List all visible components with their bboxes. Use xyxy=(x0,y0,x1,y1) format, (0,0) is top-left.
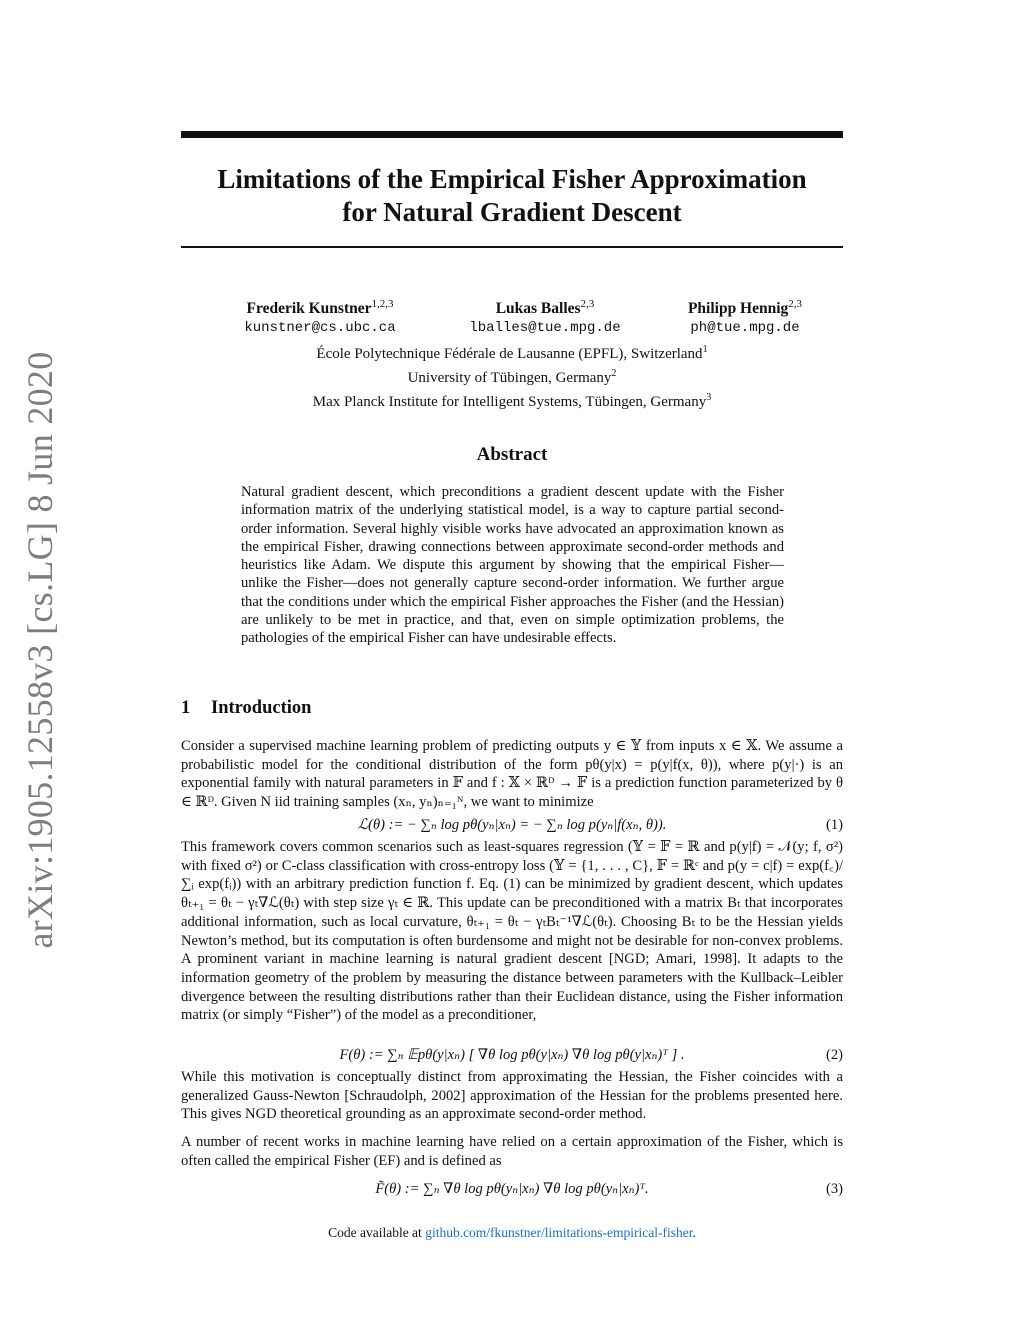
author-3 xyxy=(650,294,840,337)
equation-expression: F̃(θ) := ∑ₙ ∇θ log pθ(yₙ|xₙ) ∇θ log pθ(yₙ|xₙ)ᵀ. xyxy=(375,1181,649,1197)
author-email[interactable]: kunstner@cs.ubc.ca xyxy=(244,320,396,337)
equation-number: (2) xyxy=(825,1047,843,1063)
abstract-heading: Abstract xyxy=(476,444,548,465)
affiliations xyxy=(181,340,843,412)
affiliation-marks: 2,3 xyxy=(580,298,595,310)
abstract-text: Natural gradient descent, which preconditions a gradient descent update with the Fisher information matrix of the underlying statistical model, is a way to capture partial second-order information. Several highly visible works have advocated an approximation known as the empirical Fisher, drawing connections between approximate second-order methods and heuristics like Adam. We dispute this argument by showing that the empirical Fisher—unlike the Fisher—does not generally capture second-order information. We further argue that the conditions under which the empirical Fisher approaches the Fisher (and the Hessian) are unlikely to be met in practice, and that, even on simple optimization problems, the pathologies of the empirical Fisher can have undesirable effects. xyxy=(241,484,784,647)
author-email[interactable]: lballes@tue.mpg.de xyxy=(469,320,621,337)
title-line-1: Limitations of the Empirical Fisher Approximation xyxy=(217,164,807,194)
paragraph-4: A number of recent works in machine learning have relied on a certain approximation of the Fisher, which is often called the empirical Fisher (EF) and is defined as xyxy=(181,1134,843,1169)
affiliation-1: École Polytechnique Fédérale de Lausanne (EPFL), Switzerland$^1$ xyxy=(316,344,708,362)
author-name: Frederik Kunstner$^{1,2,3}$ xyxy=(246,298,394,318)
equation-number: (3) xyxy=(825,1181,843,1197)
title-bottom-rule xyxy=(181,246,843,248)
paragraph-3: While this motivation is conceptually distinct from approximating the Hessian, the Fisher coincides with a generalized Gauss-Newton [Schraudolph, 2002] approximation of the Hessian for the problems presented here. This gives NGD theoretical grounding as an approximate second-order method. xyxy=(181,1069,843,1123)
paragraph-1: Consider a supervised machine learning problem of predicting outputs y ∈ 𝕐 from inputs x ∈ 𝕏. We assume a probabilistic model for the conditional distribution of the form pθ(y|x) = p(y|f(x, θ)), where p(y|·) is an exponential family with natural parameters in 𝔽 and f : 𝕏 × ℝᴰ → 𝔽 is a prediction function parameterized by θ ∈ ℝᴰ. Given N iid training samples (xₙ, yₙ)ₙ₌₁ᴺ, we want to minimize xyxy=(181,738,843,811)
footnote-suffix: . xyxy=(692,1225,696,1240)
equation-number: (1) xyxy=(825,817,843,833)
section-title: Introduction xyxy=(211,698,312,718)
author-name: Lukas Balles$^{2,3}$ xyxy=(495,298,595,318)
title-top-rule xyxy=(181,131,843,138)
title-line-2: for Natural Gradient Descent xyxy=(342,197,682,227)
arxiv-identifier[interactable]: arXiv:1905.12558v3 [cs.LG] 8 Jun 2020 xyxy=(20,351,60,949)
section-heading xyxy=(181,697,843,719)
code-footnote xyxy=(181,1224,843,1242)
author-email[interactable]: ph@tue.mpg.de xyxy=(690,320,800,337)
affiliation-2: University of Tübingen, Germany$^2$ xyxy=(407,368,617,386)
paragraph-2: This framework covers common scenarios such as least-squares regression (𝕐 = 𝔽 = ℝ and p(y|f) = 𝒩(y; f, σ²) with fixed σ²) or C-class classification with cross-entropy loss (𝕐 = {1, . . . , C}, 𝔽 = ℝᶜ and p(y = c|f) = exp(f꜀)/∑ᵢ exp(fᵢ)) with an arbitrary prediction function f. Eq. (1) can be minimized by gradient descent, which updates θₜ₊₁ = θₜ − γₜ∇ℒ(θₜ) with step size γₜ ∈ ℝ. This update can be preconditioned with a matrix Bₜ that incorporates additional information, such as local curvature, θₜ₊₁ = θₜ − γₜBₜ⁻¹∇ℒ(θₜ). Choosing Bₜ to be the Hessian yields Newton’s method, but its computation is often burdensome and might not be desirable for non-convex problems. A prominent variant in machine learning is natural gradient descent [NGD; Amari, 1998]. It adapts to the information geometry of the problem by measuring the distance between parameters with the Kullback–Leibler divergence between the resulting distributions rather than their Euclidean distance, using the Fisher information matrix (or simply “Fisher”) of the model as a preconditioner, xyxy=(181,839,843,1024)
section-number: 1 xyxy=(181,698,191,718)
equation-expression: F(θ) := ∑ₙ 𝔼pθ(y|xₙ) [ ∇θ log pθ(y|xₙ) ∇θ log pθ(y|xₙ)ᵀ ] . xyxy=(339,1047,685,1063)
equation-expression: ℒ(θ) := − ∑ₙ log pθ(yₙ|xₙ) = − ∑ₙ log p(yₙ|f(xₙ, θ)). xyxy=(357,817,667,833)
affiliation-3: Max Planck Institute for Intelligent Systems, Tübingen, Germany$^3$ xyxy=(312,392,712,410)
affiliation-marks: 2,3 xyxy=(788,298,803,310)
author-name: Philipp Hennig$^{2,3}$ xyxy=(687,298,803,318)
author-block xyxy=(200,294,840,337)
paper-title xyxy=(181,163,843,229)
github-link[interactable]: github.com/fkunstner/limitations-empirical-fisher xyxy=(425,1225,693,1240)
author-2 xyxy=(440,294,650,337)
author-1 xyxy=(200,294,440,337)
affiliation-marks: 1,2,3 xyxy=(371,298,394,310)
footnote-prefix: Code available at xyxy=(328,1225,426,1240)
